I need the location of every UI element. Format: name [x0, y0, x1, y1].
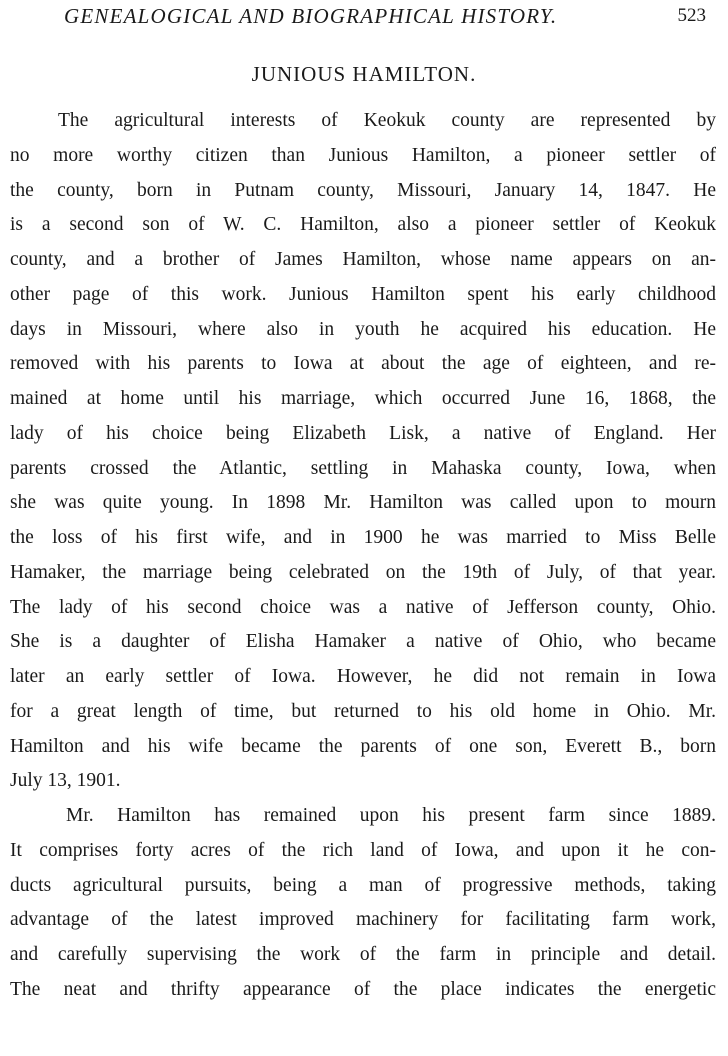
text-line: mained at home until his marriage, which occurred June 16, 1868, the	[10, 388, 716, 409]
text-line: July 13, 1901.	[10, 770, 121, 792]
text-line: later an early settler of Iowa. However, he did not remain in Iowa	[10, 666, 716, 687]
text-line: advantage of the latest improved machinery for facilitating farm work,	[10, 909, 716, 931]
text-line: the loss of his first wife, and in 1900 he was married to Miss Belle	[10, 527, 716, 548]
text-line: other page of this work. Junious Hamilton spent his early childhood	[10, 283, 716, 305]
article-body	[10, 104, 716, 1008]
running-title: GENEALOGICAL AND BIOGRAPHICAL HISTORY.	[64, 4, 558, 28]
text-line: Hamaker, the marriage being celebrated on the 19th of July, of that year.	[10, 561, 716, 583]
text-line: days in Missouri, where also in youth he acquired his education. He	[10, 318, 716, 340]
text-line: the county, born in Putnam county, Missouri, January 14, 1847. He	[10, 179, 716, 201]
running-header	[64, 4, 714, 34]
article-title: JUNIOUS HAMILTON.	[251, 62, 477, 86]
text-line: county, and a brother of James Hamilton, whose name appears on an-	[10, 249, 716, 270]
page-number: 523	[677, 5, 706, 26]
text-line: she was quite young. In 1898 Mr. Hamilton was called upon to mourn	[10, 492, 716, 514]
text-line: and carefully supervising the work of the farm in principle and detail.	[10, 944, 716, 965]
text-line: removed with his parents to Iowa at about the age of eighteen, and re-	[10, 353, 716, 375]
text-line: Hamilton and his wife became the parents of one son, Everett B., born	[10, 735, 716, 757]
text-line: The agricultural interests of Keokuk county are represented by	[58, 110, 716, 131]
text-line: It comprises forty acres of the rich land of Iowa, and upon it he con-	[10, 839, 716, 861]
text-line: Mr. Hamilton has remained upon his present farm since 1889.	[66, 805, 716, 826]
text-line: She is a daughter of Elisha Hamaker a native of Ohio, who became	[10, 631, 716, 653]
text-line: The lady of his second choice was a native of Jefferson county, Ohio.	[10, 596, 716, 618]
text-line: ducts agricultural pursuits, being a man of progressive methods, taking	[10, 874, 716, 896]
text-line: The neat and thrifty appearance of the place indicates the energetic	[10, 978, 716, 1000]
text-line: lady of his choice being Elizabeth Lisk, a native of England. Her	[10, 422, 716, 444]
text-line: no more worthy citizen than Junious Hamilton, a pioneer settler of	[10, 144, 716, 166]
text-line: is a second son of W. C. Hamilton, also a pioneer settler of Keokuk	[10, 214, 716, 236]
text-line: for a great length of time, but returned to his old home in Ohio. Mr.	[10, 700, 716, 722]
text-line: parents crossed the Atlantic, settling in Mahaska county, Iowa, when	[10, 457, 716, 479]
